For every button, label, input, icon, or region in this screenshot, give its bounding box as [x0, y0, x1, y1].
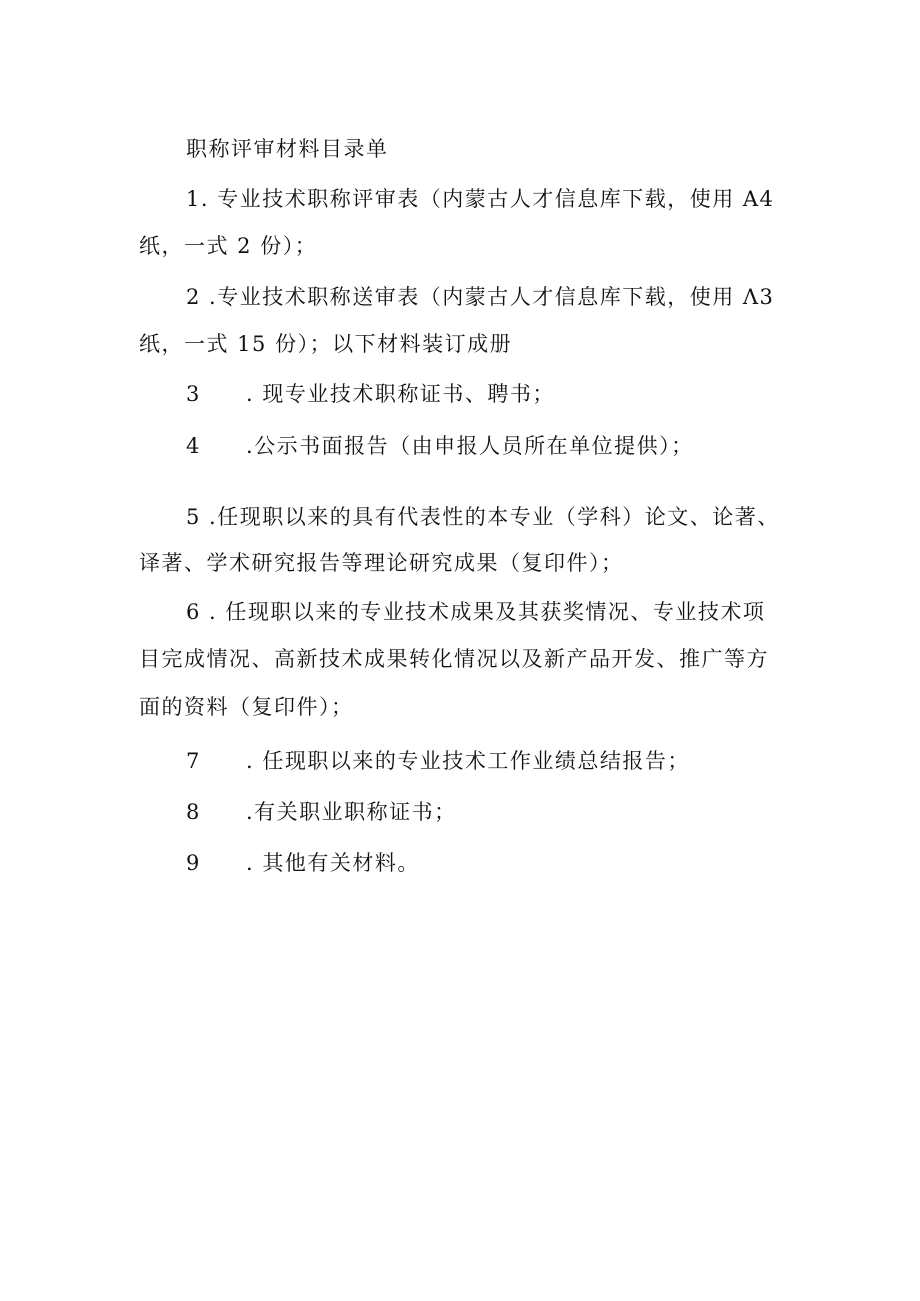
item-6-line-1: 6 . 任现职以来的专业技术成果及其获奖情况、专业技术项: [186, 600, 766, 624]
item-4: [186, 431, 694, 461]
item-9: [186, 848, 420, 878]
item-6-line-3: 面的资料（复印件）；: [139, 695, 354, 719]
item-7: [186, 746, 690, 776]
item-3-text: . 现专业技术职称证书、聘书；: [246, 382, 555, 406]
item-5-line-1: 5 .任现职以来的具有代表性的本专业（学科）论文、论著、: [186, 505, 780, 529]
item-3: [186, 379, 555, 409]
item-1-line-1: 1. 专业技术职称评审表（内蒙古人才信息库下载，使用 A4: [186, 187, 775, 211]
item-9-text: . 其他有关材料。: [246, 851, 420, 875]
item-6-line-2: 目完成情况、高新技术成果转化情况以及新产品开发、推广等方: [139, 647, 769, 671]
item-8: [186, 797, 457, 827]
item-9-number: 9: [186, 851, 201, 875]
item-7-number: 7: [186, 749, 201, 773]
item-4-number: 4: [186, 434, 201, 458]
item-7-text: . 任现职以来的专业技术工作业绩总结报告；: [246, 749, 690, 773]
item-1-line-2: 纸，一式 2 份）；: [139, 234, 318, 258]
document-title: 职称评审材料目录单: [186, 137, 389, 161]
item-2-line-2: 纸，一式 15 份）；以下材料装订成册: [139, 332, 513, 356]
item-2-line-1: 2 .专业技术职称送审表（内蒙古人才信息库下载，使用 Λ3: [186, 285, 775, 309]
item-4-text: .公示书面报告（由申报人员所在单位提供）；: [246, 434, 694, 458]
item-8-text: .有关职业职称证书；: [246, 800, 457, 824]
item-8-number: 8: [186, 800, 201, 824]
item-3-number: 3: [186, 382, 201, 406]
item-5-line-2: 译著、学术研究报告等理论研究成果（复印件）；: [139, 551, 624, 575]
